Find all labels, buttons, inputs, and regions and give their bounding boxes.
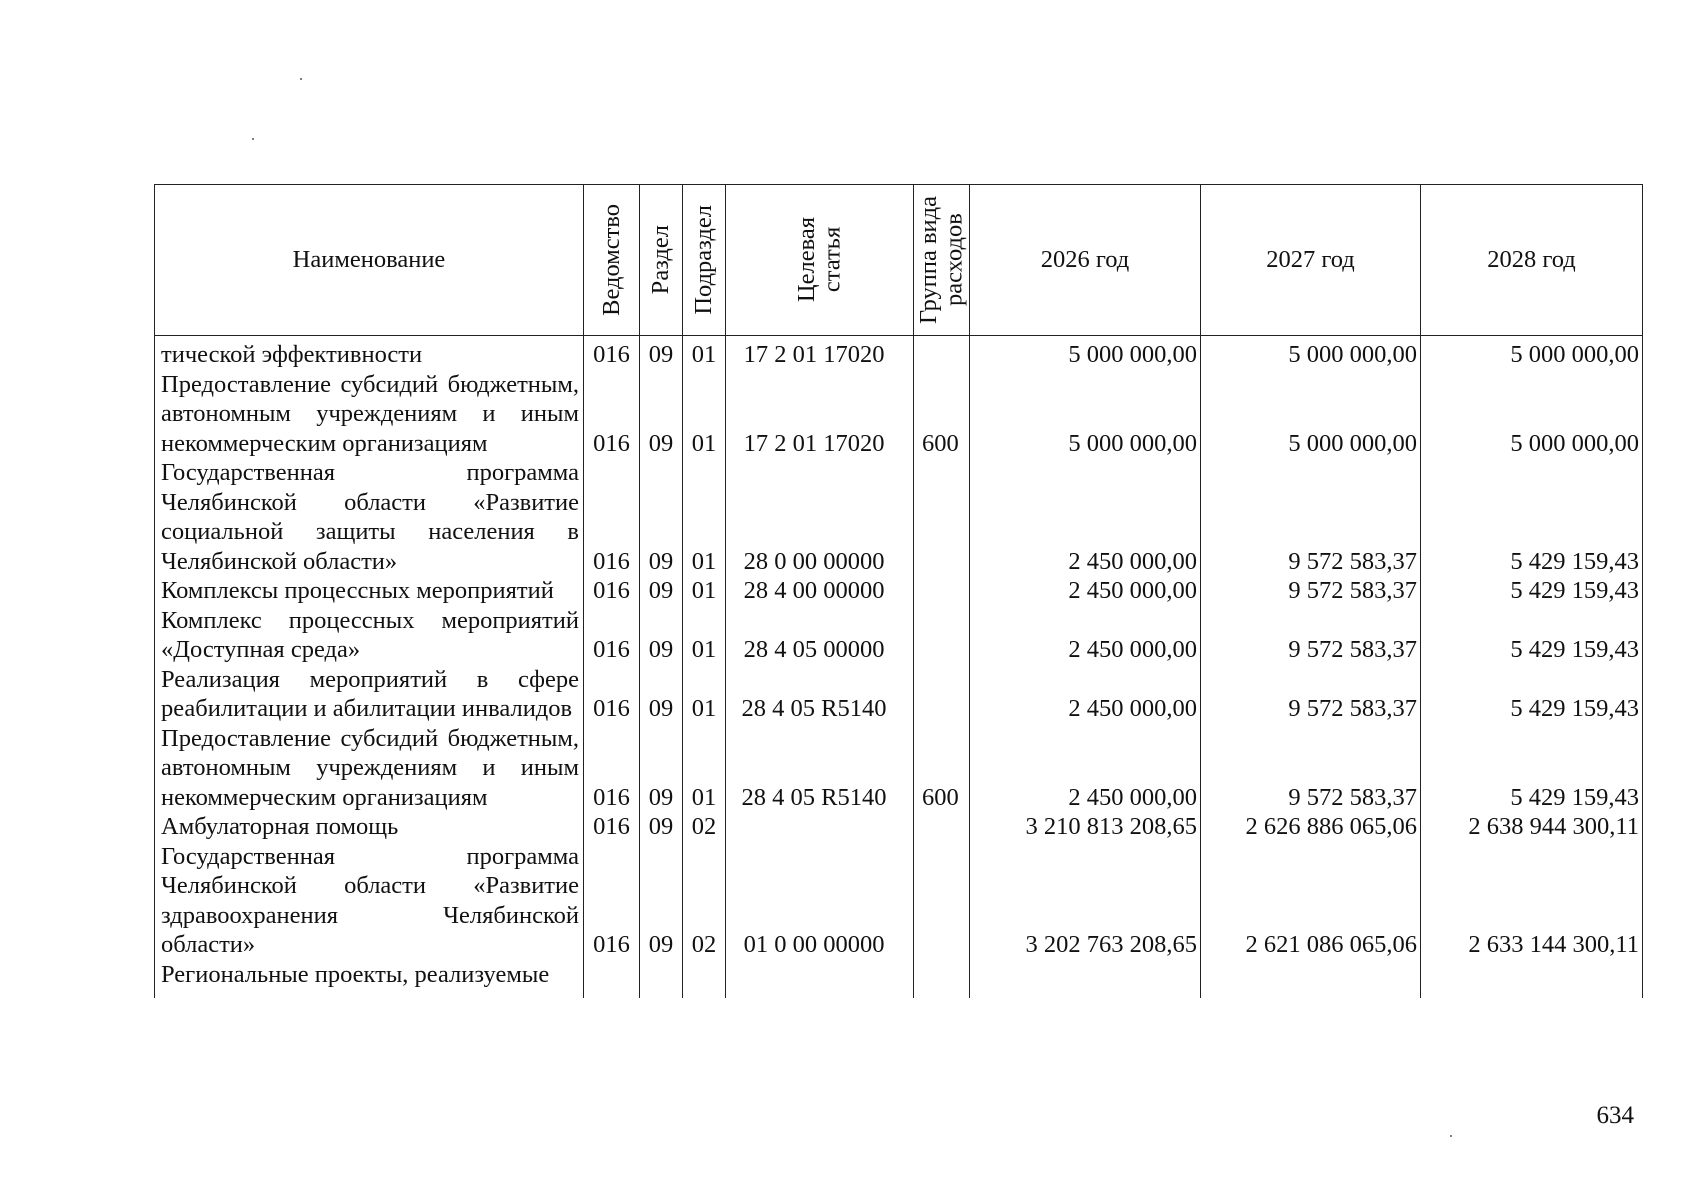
header-2026: 2026 год <box>970 185 1201 336</box>
row-amount-2027: 5 000 000,00 <box>1201 336 1421 370</box>
scan-speck <box>300 78 302 80</box>
row-amount-2027: 5 000 000,00 <box>1201 370 1421 459</box>
row-amount-2028: 5 429 159,43 <box>1421 665 1643 724</box>
row-razdel: 09 <box>640 606 683 665</box>
row-podrazdel: 01 <box>683 606 726 665</box>
header-2027: 2027 год <box>1201 185 1421 336</box>
row-name: Государственная программа Челябинской области «Развитие социальной защиты населения в Челябинской области» <box>155 458 584 576</box>
row-name: Комплексы процессных мероприятий <box>155 576 584 606</box>
row-target-article: 28 0 00 00000 <box>726 458 914 576</box>
row-target-article: 17 2 01 17020 <box>726 370 914 459</box>
budget-table <box>154 184 1643 998</box>
table-body <box>155 336 1643 998</box>
table-row <box>155 812 1643 842</box>
row-amount-2027: 9 572 583,37 <box>1201 724 1421 813</box>
row-name: Амбулаторная помощь <box>155 812 584 842</box>
row-amount-2028: 5 000 000,00 <box>1421 370 1643 459</box>
table-row <box>155 842 1643 960</box>
row-amount-2026: 2 450 000,00 <box>970 576 1201 606</box>
row-amount-2028: 2 638 944 300,11 <box>1421 812 1643 842</box>
row-amount-2028: 5 429 159,43 <box>1421 606 1643 665</box>
row-amount-2027 <box>1201 960 1421 998</box>
row-vedomstvo <box>584 960 640 998</box>
row-podrazdel: 01 <box>683 665 726 724</box>
row-expense-group <box>914 458 970 576</box>
row-amount-2027: 2 621 086 065,06 <box>1201 842 1421 960</box>
table-row <box>155 724 1643 813</box>
page-number: 634 <box>1596 1102 1634 1129</box>
row-target-article: 17 2 01 17020 <box>726 336 914 370</box>
row-amount-2026: 2 450 000,00 <box>970 724 1201 813</box>
row-vedomstvo: 016 <box>584 336 640 370</box>
table-row <box>155 665 1643 724</box>
row-amount-2028: 5 429 159,43 <box>1421 458 1643 576</box>
row-podrazdel: 01 <box>683 576 726 606</box>
row-razdel: 09 <box>640 370 683 459</box>
row-amount-2027: 9 572 583,37 <box>1201 606 1421 665</box>
row-name: Региональные проекты, реализуемые <box>155 960 584 998</box>
row-expense-group <box>914 606 970 665</box>
row-vedomstvo: 016 <box>584 724 640 813</box>
header-razdel: Раздел <box>640 185 683 336</box>
header-name: Наименование <box>155 185 584 336</box>
row-target-article: 28 4 05 00000 <box>726 606 914 665</box>
row-amount-2028: 2 633 144 300,11 <box>1421 842 1643 960</box>
row-amount-2028: 5 000 000,00 <box>1421 336 1643 370</box>
row-podrazdel <box>683 960 726 998</box>
row-name: тической эффективности <box>155 336 584 370</box>
row-amount-2027: 9 572 583,37 <box>1201 576 1421 606</box>
row-target-article: 28 4 00 00000 <box>726 576 914 606</box>
row-name: Комплекс процессных мероприятий «Доступная среда» <box>155 606 584 665</box>
row-target-article <box>726 960 914 998</box>
row-amount-2028: 5 429 159,43 <box>1421 576 1643 606</box>
header-expense-group: Группа вида расходов <box>914 185 970 336</box>
row-vedomstvo: 016 <box>584 606 640 665</box>
row-amount-2026: 2 450 000,00 <box>970 606 1201 665</box>
row-vedomstvo: 016 <box>584 665 640 724</box>
row-amount-2027: 2 626 886 065,06 <box>1201 812 1421 842</box>
row-razdel: 09 <box>640 812 683 842</box>
table-row <box>155 336 1643 370</box>
row-amount-2028 <box>1421 960 1643 998</box>
header-2028: 2028 год <box>1421 185 1643 336</box>
table-header-row <box>155 185 1643 336</box>
row-target-article: 28 4 05 R5140 <box>726 665 914 724</box>
row-name: Предоставление субсидий бюджетным, автономным учреждениям и иным некоммерческим организациям <box>155 724 584 813</box>
row-vedomstvo: 016 <box>584 370 640 459</box>
row-razdel: 09 <box>640 458 683 576</box>
row-vedomstvo: 016 <box>584 812 640 842</box>
row-target-article <box>726 812 914 842</box>
row-amount-2026: 2 450 000,00 <box>970 458 1201 576</box>
row-razdel: 09 <box>640 724 683 813</box>
table-row <box>155 458 1643 576</box>
row-amount-2028: 5 429 159,43 <box>1421 724 1643 813</box>
row-expense-group <box>914 576 970 606</box>
row-razdel: 09 <box>640 842 683 960</box>
table-row <box>155 960 1643 998</box>
row-razdel: 09 <box>640 336 683 370</box>
row-target-article: 28 4 05 R5140 <box>726 724 914 813</box>
row-vedomstvo: 016 <box>584 576 640 606</box>
row-amount-2026: 5 000 000,00 <box>970 336 1201 370</box>
row-amount-2026: 2 450 000,00 <box>970 665 1201 724</box>
row-expense-group <box>914 812 970 842</box>
table-row <box>155 576 1643 606</box>
row-podrazdel: 01 <box>683 336 726 370</box>
row-amount-2027: 9 572 583,37 <box>1201 665 1421 724</box>
row-amount-2026: 3 202 763 208,65 <box>970 842 1201 960</box>
scan-speck <box>1450 1135 1452 1137</box>
row-amount-2026: 3 210 813 208,65 <box>970 812 1201 842</box>
row-expense-group: 600 <box>914 724 970 813</box>
row-amount-2027: 9 572 583,37 <box>1201 458 1421 576</box>
row-podrazdel: 01 <box>683 724 726 813</box>
row-podrazdel: 02 <box>683 842 726 960</box>
row-razdel: 09 <box>640 576 683 606</box>
row-name: Реализация мероприятий в сфере реабилитации и абилитации инвалидов <box>155 665 584 724</box>
row-expense-group: 600 <box>914 370 970 459</box>
row-name: Государственная программа Челябинской области «Развитие здравоохранения Челябинской области» <box>155 842 584 960</box>
row-podrazdel: 01 <box>683 370 726 459</box>
header-target-article: Целевая статья <box>726 185 914 336</box>
table-row <box>155 606 1643 665</box>
scan-speck <box>252 138 254 140</box>
header-vedomstvo: Ведомство <box>584 185 640 336</box>
row-vedomstvo: 016 <box>584 842 640 960</box>
row-vedomstvo: 016 <box>584 458 640 576</box>
row-razdel <box>640 960 683 998</box>
row-podrazdel: 01 <box>683 458 726 576</box>
row-expense-group <box>914 960 970 998</box>
row-amount-2026: 5 000 000,00 <box>970 370 1201 459</box>
row-target-article: 01 0 00 00000 <box>726 842 914 960</box>
row-expense-group <box>914 665 970 724</box>
row-name: Предоставление субсидий бюджетным, автономным учреждениям и иным некоммерческим организациям <box>155 370 584 459</box>
table-row <box>155 370 1643 459</box>
row-expense-group <box>914 336 970 370</box>
row-amount-2026 <box>970 960 1201 998</box>
row-razdel: 09 <box>640 665 683 724</box>
row-expense-group <box>914 842 970 960</box>
header-podrazdel: Подраздел <box>683 185 726 336</box>
row-podrazdel: 02 <box>683 812 726 842</box>
